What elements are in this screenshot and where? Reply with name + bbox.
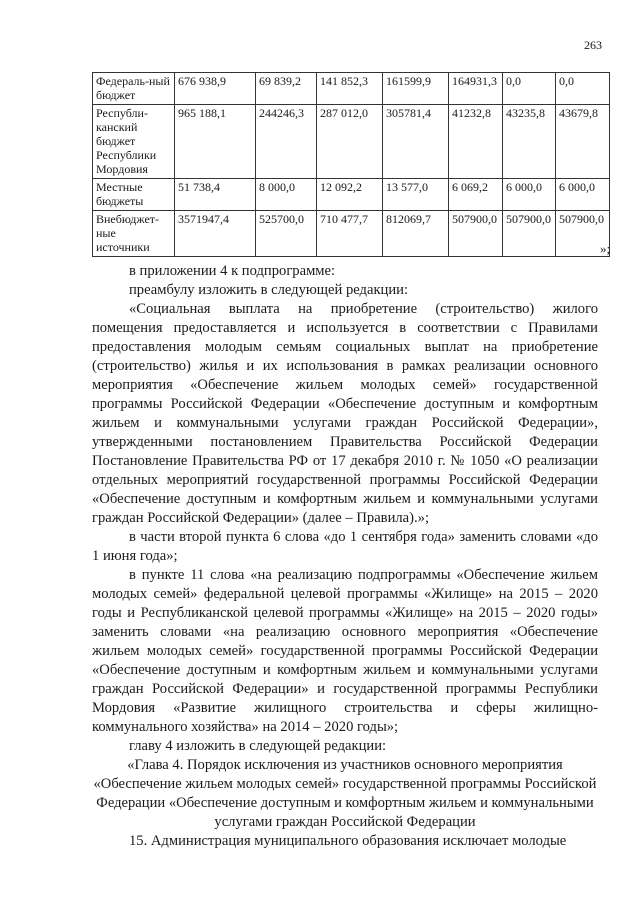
- paragraph: в части второй пункта 6 слова «до 1 сентября года» заменить словами «до 1 июня года»;: [92, 529, 598, 564]
- table-cell: 161599,9: [383, 73, 449, 105]
- table-cell: 13 577,0: [383, 179, 449, 211]
- paragraph: «Социальная выплата на приобретение (строительство) жилого помещения предоставляется и используется в соответствии с Правилами предоставления молодым семьям социальных выплат на приобретение (строительство) жилья и их использования в рамках реализации основного мероприятия «Обеспечение жильем молодых семей» государственной программы Российской Федерации «Обеспечение доступным и комфортным жильем и коммунальными услугами граждан Российской Федерации», утвержденными постановлением Правительства Российской Федерации Постановление Правительства РФ от 17 декабря 2010 г. № 1050 «О реализации отдельных мероприятий государственной программы Российской Федерации «Обеспечение доступным и комфортным жильем и коммунальными услугами граждан Российской Федерации» (далее – Правила).»;: [92, 301, 598, 526]
- table-cell: 507900,0: [449, 211, 503, 257]
- table-cell: 41232,8: [449, 105, 503, 179]
- paragraph: преамбулу изложить в следующей редакции:: [129, 282, 409, 298]
- table-cell: 305781,4: [383, 105, 449, 179]
- table-cell: 12 092,2: [317, 179, 383, 211]
- table-cell: 507900,0: [503, 211, 556, 257]
- table-cell: 965 188,1: [175, 105, 256, 179]
- table-cell: 6 069,2: [449, 179, 503, 211]
- table-cell: 3571947,4: [175, 211, 256, 257]
- document-body: [92, 262, 598, 851]
- row-label: Федераль-ный бюджет: [93, 73, 175, 105]
- paragraph: в приложении 4 к подпрограмме:: [129, 263, 336, 279]
- table-cell: 141 852,3: [317, 73, 383, 105]
- table-cell: 43235,8: [503, 105, 556, 179]
- table-cell: 0,0: [503, 73, 556, 105]
- paragraph: в пункте 11 слова «на реализацию подпрограммы «Обеспечение жильем молодых семей» федеральной целевой программы «Жилище» на 2015 – 2020 годы и Республиканской целевой программы «Жилище» на 2015 – 2020 годы» заменить словами «на реализацию основного мероприятия «Обеспечение жильем молодых семей» государственной программы Российской Федерации «Обеспечение доступным и комфортным жильем и коммунальными услугами граждан Российской Федерации» и государственной программы Республики Мордовия «Развитие жилищного строительства и сферы жилищно-коммунального хозяйства» на 2014 – 2020 годы»;: [92, 567, 598, 735]
- paragraph: главу 4 изложить в следующей редакции:: [129, 738, 387, 754]
- table-closing-quote: »;: [600, 241, 611, 256]
- table-row: [93, 73, 610, 105]
- table-cell: 710 477,7: [317, 211, 383, 257]
- row-label: Местные бюджеты: [93, 179, 175, 211]
- table-cell: 69 839,2: [256, 73, 317, 105]
- paragraph: 15. Администрация муниципального образования исключает молодые: [129, 833, 567, 849]
- row-label: Республи-канский бюджет Республики Мордовия: [93, 105, 175, 179]
- table-cell: 8 000,0: [256, 179, 317, 211]
- table-row: [93, 179, 610, 211]
- budget-table: [92, 72, 610, 257]
- table-cell: 6 000,0: [556, 179, 610, 211]
- table-cell: 0,0: [556, 73, 610, 105]
- table-cell: 164931,3: [449, 73, 503, 105]
- table-cell: 676 938,9: [175, 73, 256, 105]
- table-cell: 43679,8: [556, 105, 610, 179]
- chapter-heading: «Глава 4. Порядок исключения из участников основного мероприятия «Обеспечение жильем молодых семей» государственной программы Российской Федерации «Обеспечение доступным и комфортным жильем и коммунальными услугами граждан Российской Федерации: [93, 757, 597, 830]
- table-cell: 287 012,0: [317, 105, 383, 179]
- table-cell: 244246,3: [256, 105, 317, 179]
- table-cell: 812069,7: [383, 211, 449, 257]
- table-cell: 6 000,0: [503, 179, 556, 211]
- table-row: [93, 105, 610, 179]
- table-row: [93, 211, 610, 257]
- table-cell: 507900,0: [556, 211, 610, 257]
- row-label: Внебюджет-ные источники: [93, 211, 175, 257]
- table-cell: 525700,0: [256, 211, 317, 257]
- table-cell: 51 738,4: [175, 179, 256, 211]
- page-number: 263: [584, 38, 602, 52]
